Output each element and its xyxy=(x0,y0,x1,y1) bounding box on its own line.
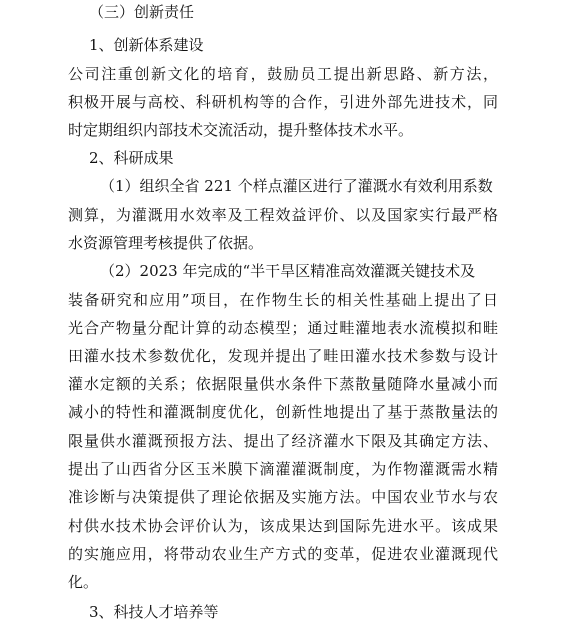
paragraph-line: 限量供水灌溉预报方法、提出了经济灌水下限及其确定方法、 xyxy=(68,432,498,450)
paragraph-line: 准诊断与决策提供了理论依据及实施方法。中国农业节水与农 xyxy=(68,488,498,506)
paragraph-line: 水资源管理考核提供了依据。 xyxy=(68,234,264,252)
paragraph-line: 公司注重创新文化的培育，鼓励员工提出新思路、新方法， xyxy=(68,65,498,83)
paragraph-line: 积极开展与高校、科研机构等的合作，引进外部先进技术，同 xyxy=(68,93,498,111)
paragraph-line: 灌水定额的关系；依据限量供水条件下蒸散量随降水量减小而 xyxy=(68,375,498,393)
subsection-heading-2: 2、科研成果 xyxy=(89,149,174,167)
paragraph-line: 减小的特性和灌溉制度优化，创新性地提出了基于蒸散量法的 xyxy=(68,403,498,421)
paragraph-line: 化。 xyxy=(68,573,99,591)
paragraph-line: 的实施应用，将带动农业生产方式的变革，促进农业灌溉现代 xyxy=(68,545,498,563)
paragraph-line: （2）2023 年完成的“半干旱区精准高效灌溉关键技术及 xyxy=(100,262,476,280)
section-heading: （三）创新责任 xyxy=(89,3,195,21)
paragraph-line: 光合产物量分配计算的动态模型；通过畦灌地表水流模拟和畦 xyxy=(68,319,498,337)
paragraph-line: （1）组织全省 221 个样点灌区进行了灌溉水有效利用系数 xyxy=(100,177,493,195)
paragraph-line: 村供水技术协会评价认为，该成果达到国际先进水平。该成果 xyxy=(68,517,498,535)
paragraph-line: 装备研究和应用”项目，在作物生长的相关性基础上提出了日 xyxy=(68,291,498,309)
paragraph-line: 时定期组织内部技术交流活动，提升整体技术水平。 xyxy=(68,121,414,139)
paragraph-line: 测算，为灌溉用水效率及工程效益评价、以及国家实行最严格 xyxy=(68,206,498,224)
subsection-heading-1: 1、创新体系建设 xyxy=(89,36,204,54)
paragraph-line: 提出了山西省分区玉米膜下滴灌灌溉制度，为作物灌溉需水精 xyxy=(68,460,498,478)
paragraph-line: 田灌水技术参数优化，发现并提出了畦田灌水技术参数与设计 xyxy=(68,347,498,365)
subsection-heading-3: 3、科技人才培养等 xyxy=(89,603,219,621)
